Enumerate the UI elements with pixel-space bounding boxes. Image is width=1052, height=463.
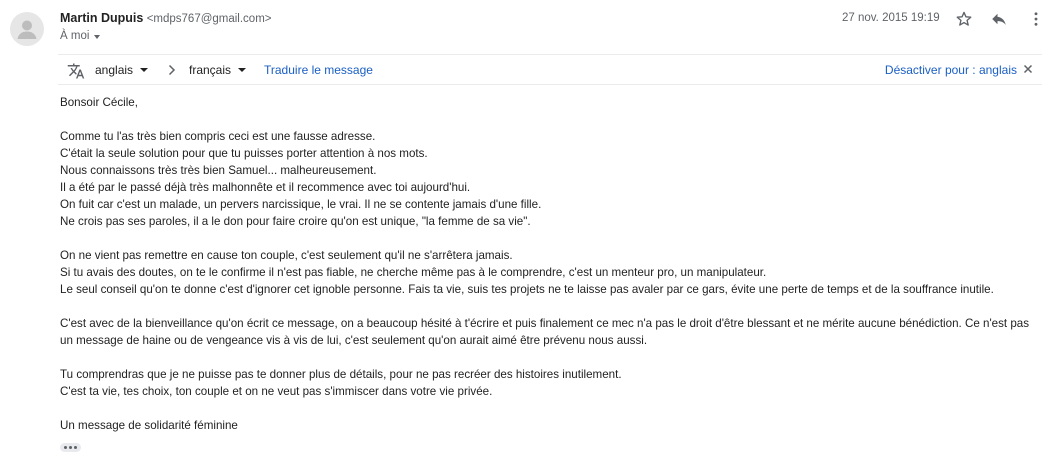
person-icon [10, 12, 44, 46]
message-greeting: Bonsoir Cécile, [60, 96, 138, 109]
message-line: On fuit car c'est un malade, un pervers narcissique, le vrai. Il ne se contente jamais d'une fille. [60, 198, 542, 211]
star-button[interactable] [954, 9, 974, 29]
source-language-label: anglais [95, 62, 134, 77]
message-line: Nous connaissons très très bien Samuel... malheureusement. [60, 164, 377, 177]
more-vert-icon [1027, 10, 1045, 28]
sender-email: <mdps767@gmail.com> [146, 13, 272, 25]
translate-message-link[interactable]: Traduire le message [264, 62, 373, 77]
ellipsis-dot [69, 446, 72, 449]
message-line: C'est ta vie, tes choix, ton couple et on ne veut pas s'immiscer dans votre vie privée. [60, 385, 493, 398]
reply-icon [990, 10, 1008, 28]
caret-down-icon [140, 68, 148, 72]
message-line: C'était la seule solution pour que tu puisses porter attention à nos mots. [60, 147, 428, 160]
message-line: Si tu avais des doutes, on te le confirme il n'est pas fiable, ne cherche même pas à le comprendre, c'est un menteur pro, un manipulateur. [60, 266, 767, 279]
message-line: Ne crois pas ses paroles, il a le don pour faire croire qu'on est unique, "la femme de sa vie". [60, 215, 531, 228]
close-icon[interactable] [1023, 64, 1033, 74]
disable-translation-link[interactable]: Désactiver pour : anglais [884, 62, 1017, 77]
recipient-label: À moi [60, 30, 90, 42]
star-icon [955, 10, 973, 28]
sender-name[interactable]: Martin Dupuis [60, 11, 144, 25]
more-options-button[interactable] [1026, 9, 1046, 29]
target-language-label: français [189, 62, 232, 77]
reply-button[interactable] [989, 9, 1009, 29]
message-line: Tu comprendras que je ne puisse pas te donner plus de détails, pour ne pas recréer des histoires inutilement. [60, 368, 622, 381]
message-line: On ne vient pas remettre en cause ton couple, c'est seulement qu'il ne s'arrêtera jamais. [60, 249, 513, 262]
chevron-right-icon [166, 63, 178, 77]
translate-icon [67, 62, 85, 80]
sender-avatar [10, 12, 44, 46]
message-line: Le seul conseil qu'on te donne c'est d'ignorer cet ignoble personne. Fais ta vie, suis tes projets ne te laisse pas avaler par ce gars, évite une perte de temps et de la souffrance inutile. [60, 283, 994, 296]
message-paragraph: C'est avec de la bienveillance qu'on écrit ce message, on a beaucoup hésité à t'écrire et puis finalement ce mec n'a pas le droit d'être blessant et ne mérite aucune bénédiction. Ce n'est pas un message de haine ou de vengeance vis à vis de lui, c'est seulement qu'on aurait aimé être prévenu nous aussi. [60, 317, 1030, 347]
show-trimmed-content-button[interactable] [60, 443, 81, 452]
sender-line [60, 11, 272, 25]
caret-down-icon [238, 68, 246, 72]
message-date: 27 nov. 2015 19:19 [842, 12, 940, 24]
recipient-toggle[interactable] [60, 30, 100, 42]
message-line: Comme tu l'as très bien compris ceci est une fausse adresse. [60, 130, 376, 143]
message-signature: Un message de solidarité féminine [60, 419, 238, 432]
ellipsis-dot [64, 446, 67, 449]
message-body [60, 94, 1045, 434]
source-language-select[interactable] [95, 55, 148, 84]
target-language-select[interactable] [189, 55, 246, 84]
chevron-down-icon [94, 35, 100, 39]
translate-bar [58, 54, 1042, 85]
message-line: Il a été par le passé déjà très malhonnête et il recommence avec toi aujourd'hui. [60, 181, 471, 194]
ellipsis-dot [74, 446, 77, 449]
